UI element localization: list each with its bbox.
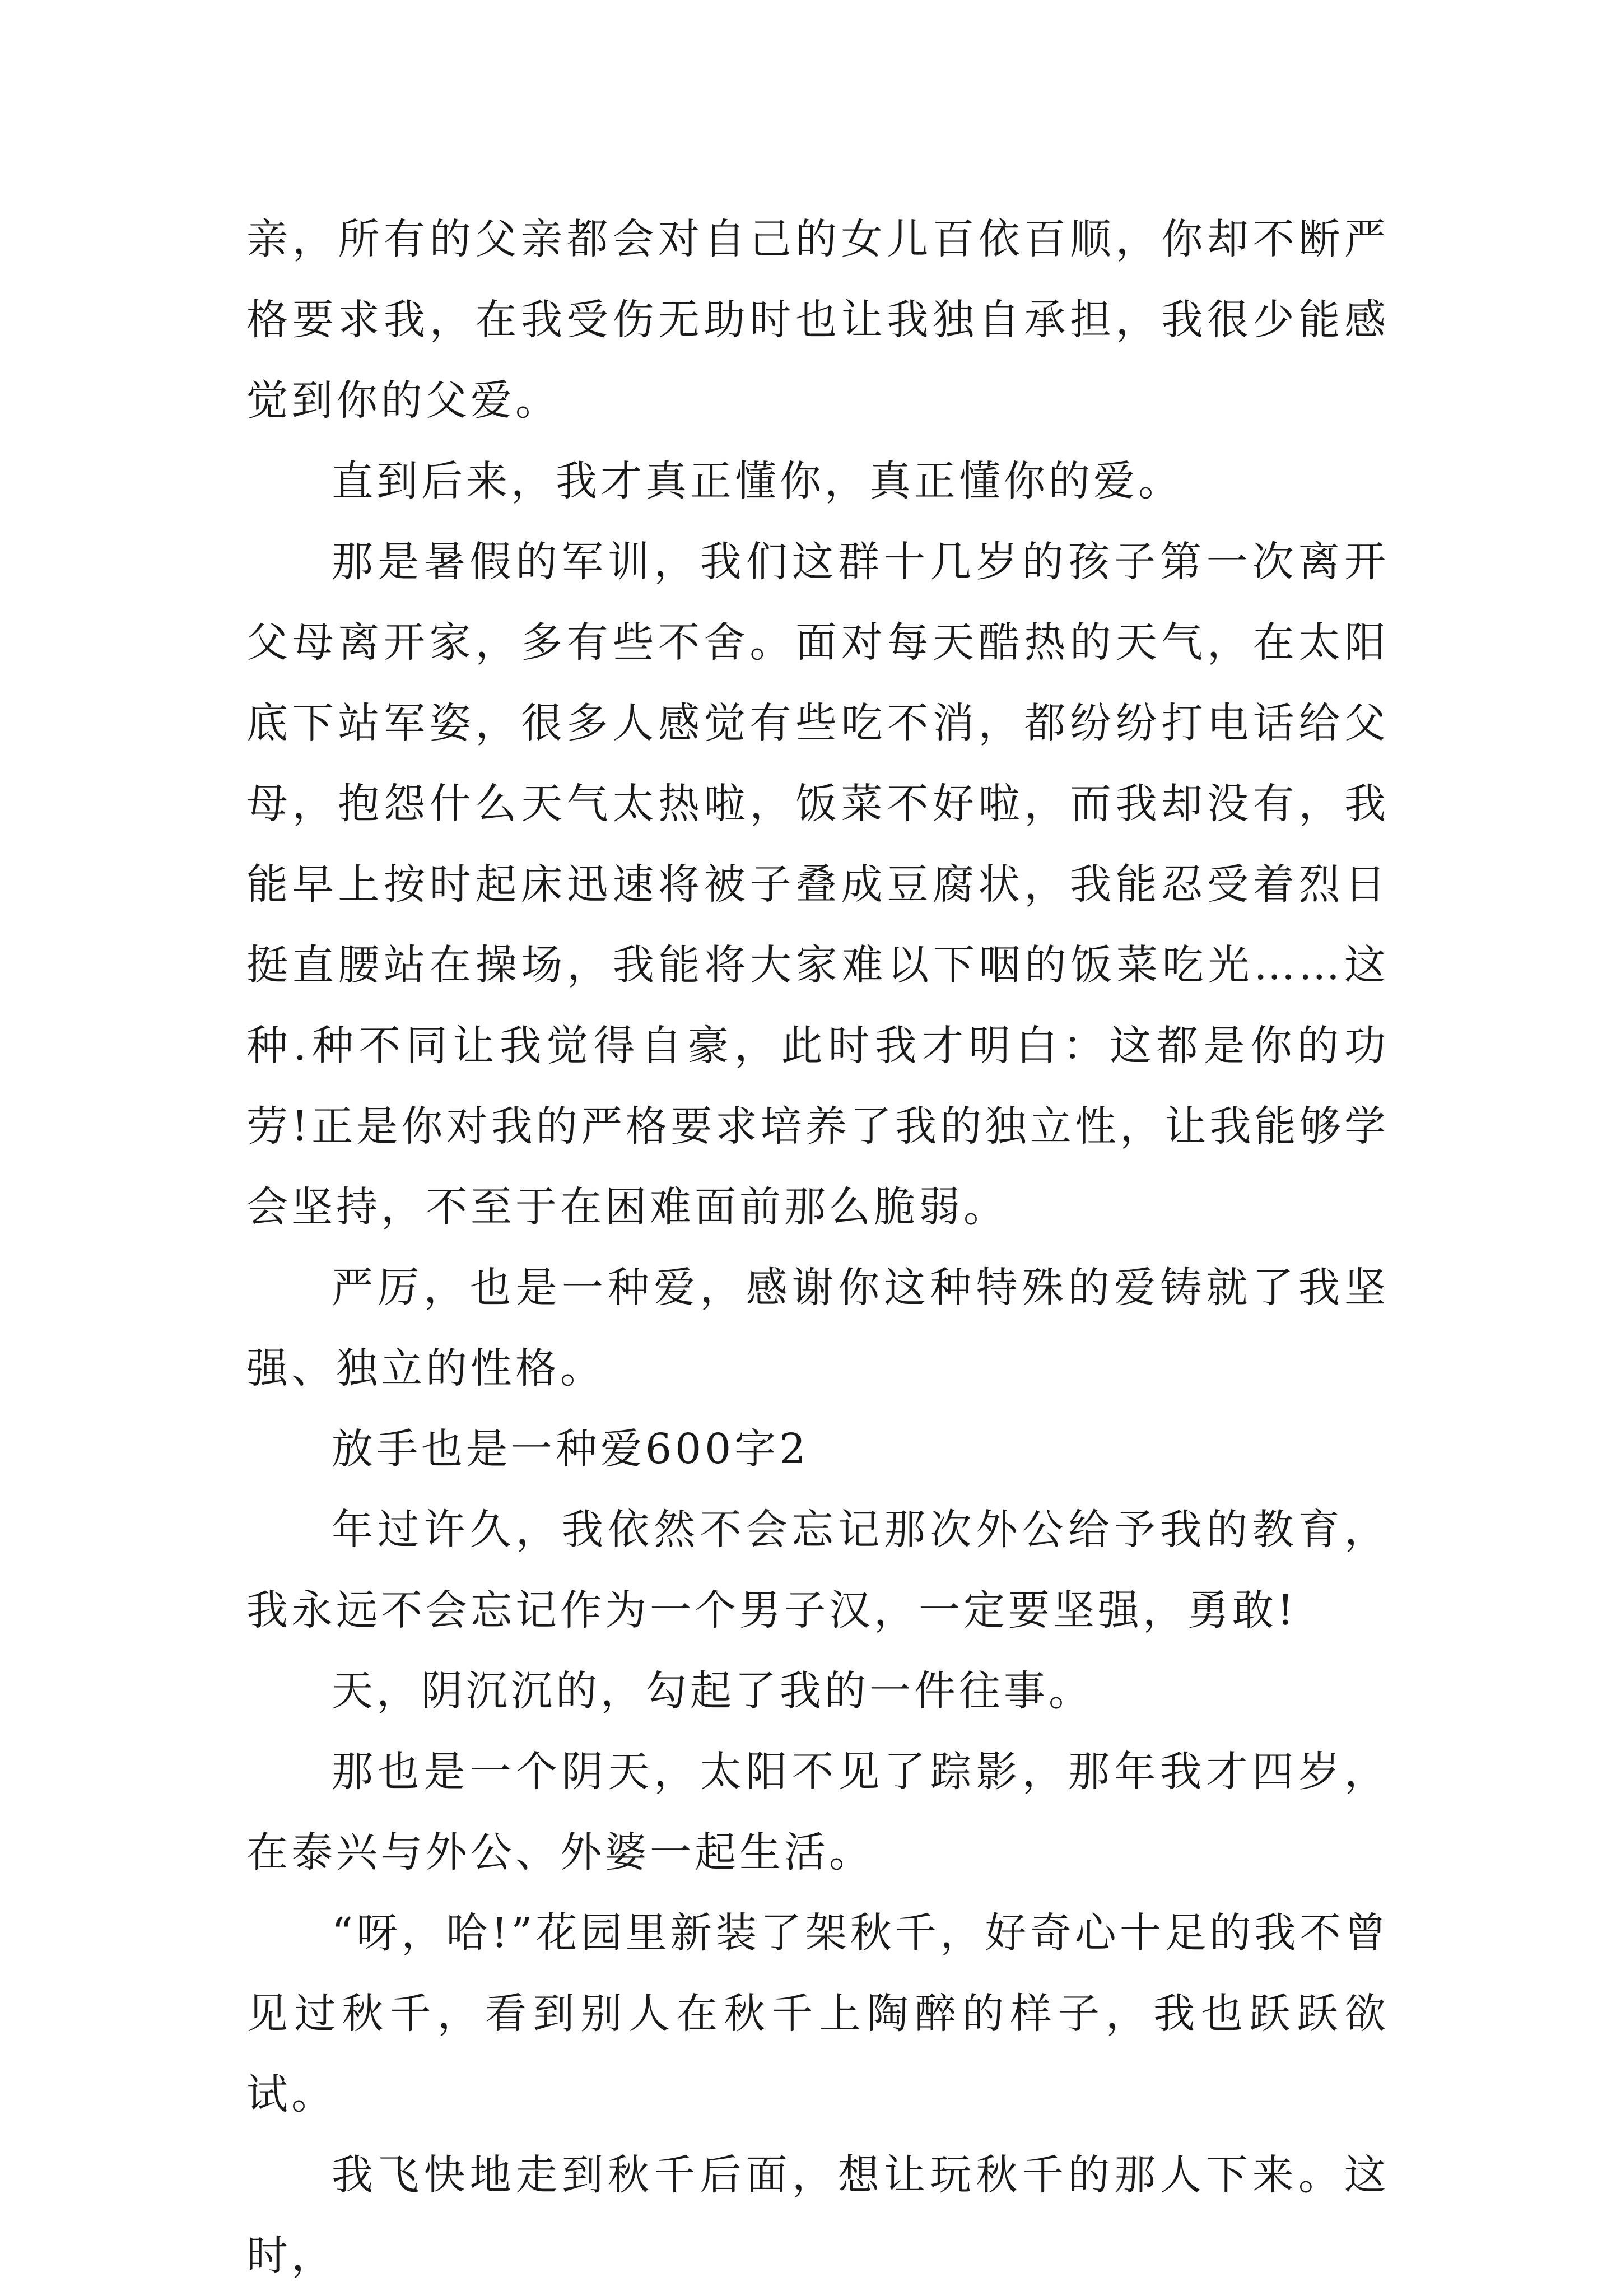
paragraph-6: 年过许久，我依然不会忘记那次外公给予我的教育，我永远不会忘记作为一个男子汉，一定要坚强，勇敢! [246,1506,1389,1634]
paragraph-8: 那也是一个阴天，太阳不见了踪影，那年我才四岁，在泰兴与外公、外婆一起生活。 [246,1748,1389,1876]
paragraph-10: 我飞快地走到秋千后面，想让玩秋千的那人下来。这时， [246,2151,1389,2280]
document-body [246,199,1389,2296]
paragraph-1: 亲，所有的父亲都会对自己的女儿百依百顺，你却不断严格要求我，在我受伤无助时也让我独自承担，我很少能感觉到你的父爱。 [246,215,1389,425]
paragraph-3: 那是暑假的军训，我们这群十几岁的孩子第一次离开父母离开家，多有些不舍。面对每天酷热的天气，在太阳底下站军姿，很多人感觉有些吃不消，都纷纷打电话给父母，抱怨什么天气太热啦，饭菜不好啦，而我却没有，我能早上按时起床迅速将被子叠成豆腐状，我能忍受着烈日挺直腰站在操场，我能将大家难以下咽的饭菜吃光……这种.种不同让我觉得自豪，此时我才明白：这都是你的功劳!正是你对我的严格要求培养了我的独立性，让我能够学会坚持，不至于在困难面前那么脆弱。 [246,538,1389,1231]
paragraph-7: 天，阴沉沉的，勾起了我的一件往事。 [332,1667,1093,1715]
paragraph-4: 严厉，也是一种爱，感谢你这种特殊的爱铸就了我坚强、独立的性格。 [246,1264,1389,1392]
paragraph-2: 直到后来，我才真正懂你，真正懂你的爱。 [332,457,1183,505]
section-heading: 放手也是一种爱600字2 [332,1425,809,1473]
paragraph-9: “呀，哈!”花园里新装了架秋千，好奇心十足的我不曾见过秋千，看到别人在秋千上陶醉的样子，我也跃跃欲试。 [246,1909,1389,2118]
